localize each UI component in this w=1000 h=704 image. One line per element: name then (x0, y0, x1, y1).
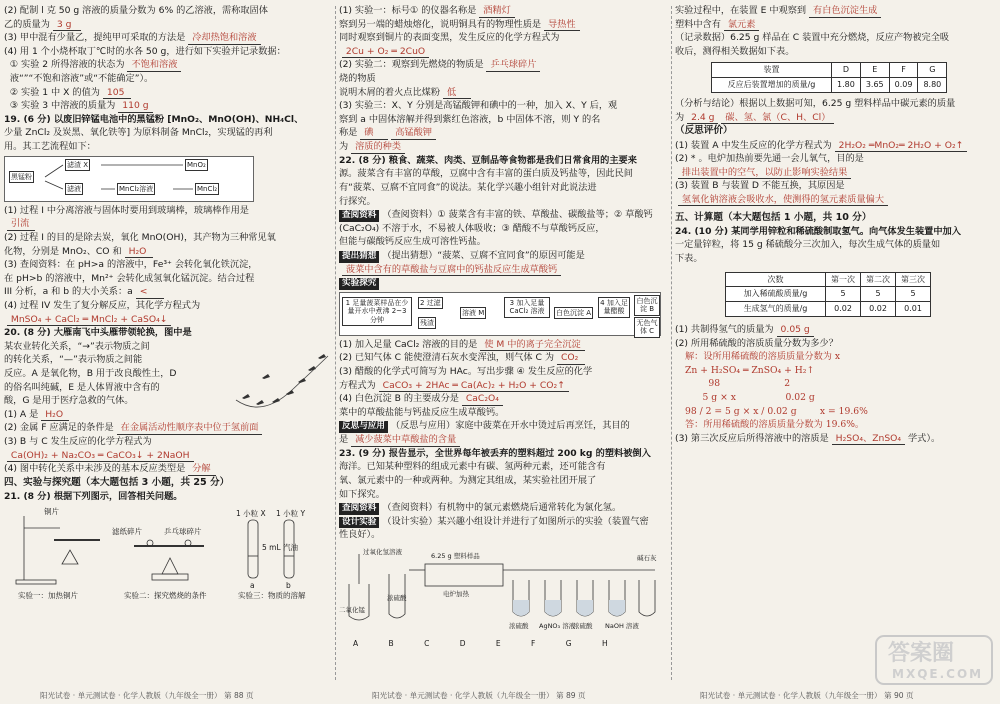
table-cell: 0.02 (861, 302, 896, 317)
fig-label: 乒乓球碎片 (164, 526, 202, 536)
section-tag: 查阅资料 (339, 503, 379, 515)
section-heading: （反思评价） (675, 125, 733, 137)
flow-box: 黑锰粉 (9, 171, 34, 183)
answer: 低 (443, 87, 471, 100)
text-line: (3) B 与 C 发生反应的化学方程式为 (4, 436, 152, 448)
watermark-url: MXQE.COM (892, 667, 984, 681)
table-cell: 加入稀硫酸质量/g (726, 287, 826, 302)
text-line: (3) 醋酸的化学式可简写为 HAc。写出步骤 ④ 发生反应的化学 (339, 366, 593, 378)
apparatus-drawing (4, 506, 322, 602)
section-tag: 设计实验 (339, 517, 379, 529)
flow-box: 1 足量菠菜样品在少量开水中煮沸 2~3 分钟 (342, 297, 412, 326)
answer: MnSO₄ + CaCl₂ ═ MnCl₂ + CaSO₄↓ (7, 314, 172, 327)
text-line: 为 2.4 g 碳、氢、氯（C、H、Cl） (675, 111, 995, 125)
text-line: 查阅资料 （查阅资料）① 菠菜含有丰富的铁、草酸盐、碳酸盐等；② 草酸钙 (339, 208, 669, 222)
solution-line: 98 2 (685, 378, 791, 390)
flow-box: 滤液 (65, 183, 83, 195)
experiment-flow-22 (339, 292, 661, 336)
text-line: （记录数据）6.25 g 样品在 C 装置中充分燃烧，反应产物被完全吸 (675, 32, 950, 44)
text-line: 塑料中含有 氯元素 (675, 18, 995, 32)
text-line: 反思与应用 （反思与应用）家庭中菠菜在开水中烫过后再烹饪，其目的 (339, 419, 669, 433)
fig-caption: 实验二：探究燃烧的条件 (124, 590, 207, 600)
text-line: 说明木屑的着火点比煤粉 低 (339, 86, 669, 100)
answer: H₂O (125, 246, 153, 259)
flow-box: 滤渣 X (65, 159, 90, 171)
text-line (4, 449, 332, 463)
text-line: 查阅资料 （查阅资料）有机物中的氯元素燃烧后通常转化为氯化氢。 (339, 501, 669, 515)
fig-label: 6.25 g 塑料样品 (431, 551, 480, 560)
text-line: 液“”“不饱和溶液”或“不能确定”）。 (9, 73, 154, 85)
answer: 引流 (7, 218, 35, 231)
table-header-cell: F (889, 63, 918, 78)
text-line: (1) 加入足量 CaCl₂ 溶液的目的是 使 M 中的离子完全沉淀 (339, 338, 669, 352)
section-heading: 五、计算题（本大题包括 1 小题，共 10 分） (675, 211, 872, 223)
answer: Ca(OH)₂ + Na₂CO₃ ═ CaCO₃↓ + 2NaOH (7, 450, 194, 463)
answer: CaCO₃ + 2HAc ═ Ca(Ac)₂ + H₂O + CO₂↑ (379, 380, 569, 393)
text-line: 察到 a 中固体溶解并得到紫红色溶液，b 中固体不溶，则 Y 的名 (339, 113, 601, 125)
text-line (675, 193, 995, 207)
text-line (4, 217, 332, 231)
fig-label: 过氧化氢溶液 (363, 547, 402, 556)
page-90 (675, 4, 995, 704)
fig-label: 浓硫酸 (387, 593, 407, 602)
text-line: ② 实验 1 中 X 的值为 105 (4, 86, 332, 100)
question-23: 23. (9 分) 报告显示，全世界每年被丢弃的塑料超过 200 kg 的塑料被倒入 (339, 447, 651, 459)
answer: 0.05 g (777, 324, 814, 337)
answer: 酒精灯 (479, 5, 515, 18)
answer: 氢氧化钠溶液会吸收水，使测得的氢元素质量偏大 (678, 194, 888, 207)
text-line: (4) 白色沉淀 B 的主要成分是 CaC₂O₄ (339, 392, 669, 406)
text-line: 称是 碘 高锰酸钾 (339, 126, 669, 140)
answer: 不饱和溶液 (127, 59, 181, 72)
data-table-2 (725, 272, 931, 317)
table-cell: 5 (861, 287, 896, 302)
table-header-cell: 第二次 (861, 272, 896, 287)
table-cell: 0.02 (826, 302, 861, 317)
text-line: 乙的质量为 3 g (4, 18, 332, 32)
apparatus-figure-23 (339, 544, 665, 636)
fig-label: NaOH 溶液 (605, 621, 639, 630)
table-header-cell: D (832, 63, 861, 78)
fig-label: 浓硫酸 (509, 621, 529, 630)
text-line: 收后，测得相关数据如下表。 (675, 45, 795, 57)
table-header-cell: E (860, 63, 889, 78)
text-line: (1) 装置 A 中发生反应的化学方程式为 2H₂O₂ ═MnO₂═ 2H₂O + O₂↑ (675, 139, 995, 153)
text-line: ③ 实验 3 中溶液的质量为 110 g (4, 99, 332, 113)
text-line: 用。其工艺流程如下： (4, 141, 96, 153)
text-line: 烧的物质 (339, 73, 376, 85)
answer: 减少菠菜中草酸盐的含量 (351, 434, 460, 447)
answer: 在金属活动性顺序表中位于氢前面 (117, 422, 263, 435)
text-line (339, 263, 669, 277)
text-line: (3) 装置 B 与装置 D 不能互换，其原因是 (675, 180, 845, 192)
text-line: 在 pH>b 的溶液中，Mn²⁺ 会转化成氢氧化锰沉淀。结合过程 (4, 272, 255, 284)
table-header-cell: 装置 (712, 63, 832, 78)
table-cell: 生成氢气的质量/g (726, 302, 826, 317)
section-heading: 四、实验与探究题（本大题包括 3 小题，共 25 分） (4, 476, 230, 488)
fig-label: 二氧化锰 (339, 605, 365, 614)
answer: CO₂ (557, 352, 585, 365)
text-line: 酸，G 是用于医疗急救的气体。 (4, 395, 134, 407)
flow-arrows (5, 157, 255, 203)
table-header-cell: 第三次 (896, 272, 931, 287)
text-line: III 分析，a 和 b 的大小关系：a < (4, 285, 332, 299)
answer: 105 (103, 87, 131, 100)
handwritten-solution (675, 350, 995, 432)
answer: H₂O (41, 409, 69, 422)
text-line (339, 276, 669, 290)
process-flow-diagram (4, 156, 254, 202)
text-line: 同时观察到铜片的表面变黑，发生反应的化学方程式为 (339, 32, 560, 44)
text-line: ① 实验 2 所得溶液的状态为 不饱和溶液 (4, 58, 332, 72)
text-line: 设计实验 （设计实验）某兴趣小组设计并进行了如图所示的实验（装置气密 (339, 515, 669, 529)
apparatus-letters: A B C D E F G H (353, 638, 608, 648)
fig-label: 电炉加热 (443, 589, 469, 598)
answer: 氯元素 (724, 19, 760, 32)
table-cell: 5 (896, 287, 931, 302)
text-line: 反应。A 是氧化物，B 用于改良酸性土，D (4, 368, 177, 380)
text-line: 源。菠菜含有丰富的草酸，豆腐中含有丰富的蛋白质及钙盐等，因此民间 (339, 168, 633, 180)
text-line: (3) 甲中混有少量乙，提纯甲可采取的方法是 冷却热饱和溶液 (4, 31, 332, 45)
fig-label: 滤纸碎片 (112, 526, 142, 536)
page-88 (4, 4, 332, 704)
flow-box: 2 过滤 (418, 297, 443, 309)
text-line: 化物，分别是 MnO₂、CO 和 H₂O (4, 245, 332, 259)
fig-label: 铜片 (44, 506, 59, 516)
answer: 菠菜中含有的草酸盐与豆腐中的钙盐反应生成草酸钙 (342, 264, 561, 277)
answer: 碘 (360, 127, 388, 140)
fig-caption: 实验一：加热铜片 (18, 590, 78, 600)
flow-box: 4 加入足量醋酸 (598, 297, 630, 318)
flow-box: 3 加入足量 CaCl₂ 溶液 (504, 297, 550, 318)
table-cell: 5 (826, 287, 861, 302)
text-line: 某农业转化关系，“→”表示物质之间 (4, 340, 150, 352)
fig-label: 1 小粒 X (236, 508, 266, 518)
answer: H₂SO₄、ZnSO₄ (832, 433, 905, 446)
text-line: 氧、氯元素中的一种或两种。为测定其组成，某实验社团开展了 (339, 474, 597, 486)
fig-label: a (250, 580, 255, 590)
text-line: (3) 第三次反应后所得溶液中的溶质是 H₂SO₄、ZnSO₄ 学式）。 (675, 432, 941, 444)
table-header-cell: G (918, 63, 947, 78)
answer: 乒乓球碎片 (486, 59, 540, 72)
table-row (712, 78, 947, 93)
fig-label: b (286, 580, 291, 590)
text-line: 察到另一端的蜡烛熔化，说明铜具有的物理性质是 导热性 (339, 18, 669, 32)
text-line: (1) 共制得氢气的质量为 0.05 g (675, 323, 995, 337)
answer: 溶质的种类 (351, 141, 405, 154)
answer: 碳、氢、氯（C、H、Cl） (721, 112, 834, 125)
fig-caption: 实验三：物质的溶解 (238, 590, 306, 600)
table-row (726, 302, 931, 317)
question-24: 24. (10 分) 某同学用锌粒和稀硫酸制取氢气。向气体发生装置中加入 (675, 225, 961, 237)
fig-label: 浓硫酸 (573, 621, 593, 630)
section-tag: 查阅资料 (339, 210, 379, 222)
text-line: (2) 过程 I 的目的是除去炭，氧化 MnO(OH)，其产物为三种常见氧 (4, 231, 276, 243)
page-89 (339, 4, 669, 704)
text-line: (4) 过程 IV 发生了复分解反应，其化学方程式为 (4, 299, 201, 311)
answer: < (136, 286, 164, 299)
text-line: 实验过程中，在装置 E 中观察到 有白色沉淀生成 (675, 4, 995, 18)
section-tag: 实验探究 (339, 278, 379, 290)
answer: 110 g (118, 100, 152, 113)
answer: 2Cu + O₂ ═ 2CuO (342, 46, 429, 59)
answer: 2.4 g (687, 112, 718, 125)
experiment-figure-21 (4, 506, 322, 602)
table-row (726, 272, 931, 287)
question-22: 22. (8 分) 粮食、蔬菜、肉类、豆制品等食物都是我们日常食用的主要来 (339, 154, 637, 166)
flow-box: MnCl₂溶液 (117, 183, 155, 195)
question-19: 19. (6 分) 以废旧锌锰电池中的黑锰粉 [MnO₂、MnO(OH)、NH₄Cl、 (4, 113, 304, 125)
solution-line: 答：所用稀硫酸的溶质质量分数为 19.6%。 (685, 419, 865, 431)
table-cell: 3.65 (860, 78, 889, 93)
text-line: 的转化关系，“—”表示物质之间能 (4, 354, 143, 366)
text-line: 行探究。 (339, 195, 376, 207)
text-line: (4) 图中转化关系中未涉及的基本反应类型是 分解 (4, 462, 332, 476)
table-cell: 0.01 (896, 302, 931, 317)
table-cell: 0.09 (889, 78, 918, 93)
answer: 高锰酸钾 (391, 127, 436, 140)
text-line: 一定量锌粒，将 15 g 稀硫酸分三次加入，每次生成气体的质量如 (675, 239, 941, 251)
text-line (4, 313, 332, 327)
page-footer: 阳光试卷 · 单元测试卷 · 化学人教版（九年级全一册） 第 89 页 (372, 690, 586, 700)
text-line: 提出猜想 （提出猜想）“菠菜、豆腐不宜同食”的原因可能是 (339, 249, 669, 263)
text-line: (4) 用 1 个小烧杯取丁℃时的水各 50 g，进行如下实验并记录数据： (4, 45, 286, 57)
table-cell: 反应后装置增加的质量/g (712, 78, 832, 93)
table-header-cell: 次数 (726, 272, 826, 287)
watermark-text: 答案圈 (888, 641, 955, 666)
answer: 使 M 中的离子完全沉淀 (480, 339, 584, 352)
answer: 冷却热饱和溶液 (188, 32, 260, 45)
flow-box: 白色沉淀 A (554, 307, 593, 319)
watermark-logo (874, 634, 994, 686)
text-line: (2) 金属 F 应满足的条件是 在金属活动性顺序表中位于氢前面 (4, 421, 332, 435)
text-line: 但能与碳酸钙反应生成可溶性钙盐。 (339, 236, 486, 248)
text-line: (1) 过程 I 中分离溶液与固体时要用到玻璃棒，玻璃棒作用是 (4, 204, 249, 216)
solution-line: 98 / 2 = 5 g × x / 0.02 g x = 19.6% (685, 405, 868, 417)
text-line: 的俗名叫纯碱，E 是人体胃液中含有的 (4, 381, 160, 393)
text-line: 有“菠菜、豆腐不宜同食”的说法。某化学兴趣小组针对此说法进 (339, 181, 597, 193)
answer: 有白色沉淀生成 (809, 5, 881, 18)
text-line: 少量 ZnCl₂ 及炭黑、氧化铁等] 为原料制备 MnCl₂，实现锰的再利 (4, 127, 273, 139)
text-line (339, 45, 669, 59)
flow-box: 白色沉淀 B (634, 295, 660, 316)
text-line: 下表。 (675, 252, 703, 264)
answer: 分解 (188, 463, 216, 476)
table-cell: 1.80 (832, 78, 861, 93)
wild-geese-diagram (232, 338, 332, 416)
text-line: 为 溶质的种类 (339, 140, 669, 154)
text-line: (CaC₂O₄) 不溶于水，不易被人体吸收；③ 醋酸不与草酸钙反应， (339, 222, 605, 234)
table-row (726, 287, 931, 302)
answer: 导热性 (544, 19, 580, 32)
flow-box: 溶液 M (460, 307, 486, 319)
text-line: 海洋。已知某种塑料的组成元素中有碳、氢两种元素，还可能含有 (339, 461, 606, 473)
flow-box: MnO₂ (185, 159, 208, 171)
question-20: 20. (8 分) 大雁南飞中头雁带领轮换，图中是 (4, 327, 192, 339)
text-line: (2) 所用稀硫酸的溶质质量分数为多少？ (675, 337, 838, 349)
table-header-cell: 第一次 (826, 272, 861, 287)
answer: 3 g (53, 19, 81, 32)
text-line (675, 166, 995, 180)
fig-label: 碱石灰 (637, 553, 657, 562)
table-row (712, 63, 947, 78)
fig-label: 1 小粒 Y (276, 508, 306, 518)
fig-label: AgNO₃ 溶液 (539, 621, 576, 630)
fig-label: 5 mL 汽油 (262, 542, 299, 552)
question-21: 21. (8 分) 根据下列图示，回答相关问题。 (4, 491, 183, 503)
question-20-block (4, 326, 332, 408)
text-line: (1) A 是 H₂O (4, 408, 332, 422)
flow-box: 无色气体 C (634, 317, 660, 338)
text-line: (3) 实验三：X、Y 分别是高锰酸钾和碘中的一种，加入 X、Y 后，观 (339, 100, 618, 112)
text-line: (2) 已知气体 C 能使澄清石灰水变浑浊，则气体 C 为 CO₂ (339, 351, 669, 365)
data-table-1 (711, 62, 947, 93)
page-footer: 阳光试卷 · 单元测试卷 · 化学人教版（九年级全一册） 第 88 页 (40, 690, 254, 700)
solution-line: Zn + H₂SO₄ ═ ZnSO₄ + H₂↑ (685, 364, 815, 376)
text-line: 性良好）。 (339, 529, 381, 541)
answer: 排出装置中的空气，以防止影响实验结果 (678, 167, 851, 180)
solution-line: 5 g × x 0.02 g (685, 392, 815, 404)
solution-line: 解：设所用稀硫酸的溶质质量分数为 x (685, 351, 841, 363)
text-line: 是 减少菠菜中草酸盐的含量 (339, 433, 669, 447)
text-line: (3) 查阅资料：在 pH>a 的溶液中，Fe³⁺ 会转化氧化铁沉淀， (4, 259, 258, 271)
section-tag: 反思与应用 (339, 421, 388, 433)
text-line: （分析与结论）根据以上数据可知，6.25 g 塑料样品中碳元素的质量 (675, 98, 956, 110)
flow-box: MnCl₂ (195, 183, 219, 195)
section-tag: 提出猜想 (339, 251, 379, 263)
text-line: 菜中的草酸盐能与钙盐反应生成草酸钙。 (339, 406, 505, 418)
text-line: (2) 配制 l 克 50 g 溶液的质量分数为 6% 的乙溶液，需称取固体 (4, 5, 268, 16)
text-line: 如下探究。 (339, 488, 385, 500)
answer: 2H₂O₂ ═MnO₂═ 2H₂O + O₂↑ (835, 140, 968, 153)
flow-box: 残渣 (418, 317, 436, 329)
answer: CaC₂O₄ (462, 393, 503, 406)
table-cell: 8.80 (918, 78, 947, 93)
page-footer: 阳光试卷 · 单元测试卷 · 化学人教版（九年级全一册） 第 90 页 (700, 690, 914, 700)
text-line: (2) 实验二：观察到先燃烧的物质是 乒乓球碎片 (339, 58, 669, 72)
text-line: 方程式为 CaCO₃ + 2HAc ═ Ca(Ac)₂ + H₂O + CO₂↑ (339, 379, 669, 393)
text-line: (1) 实验一：标号① 的仪器名称是 酒精灯 (339, 4, 669, 18)
text-line: (2) * 。电炉加热前要先通一会儿氧气，目的是 (675, 153, 864, 165)
